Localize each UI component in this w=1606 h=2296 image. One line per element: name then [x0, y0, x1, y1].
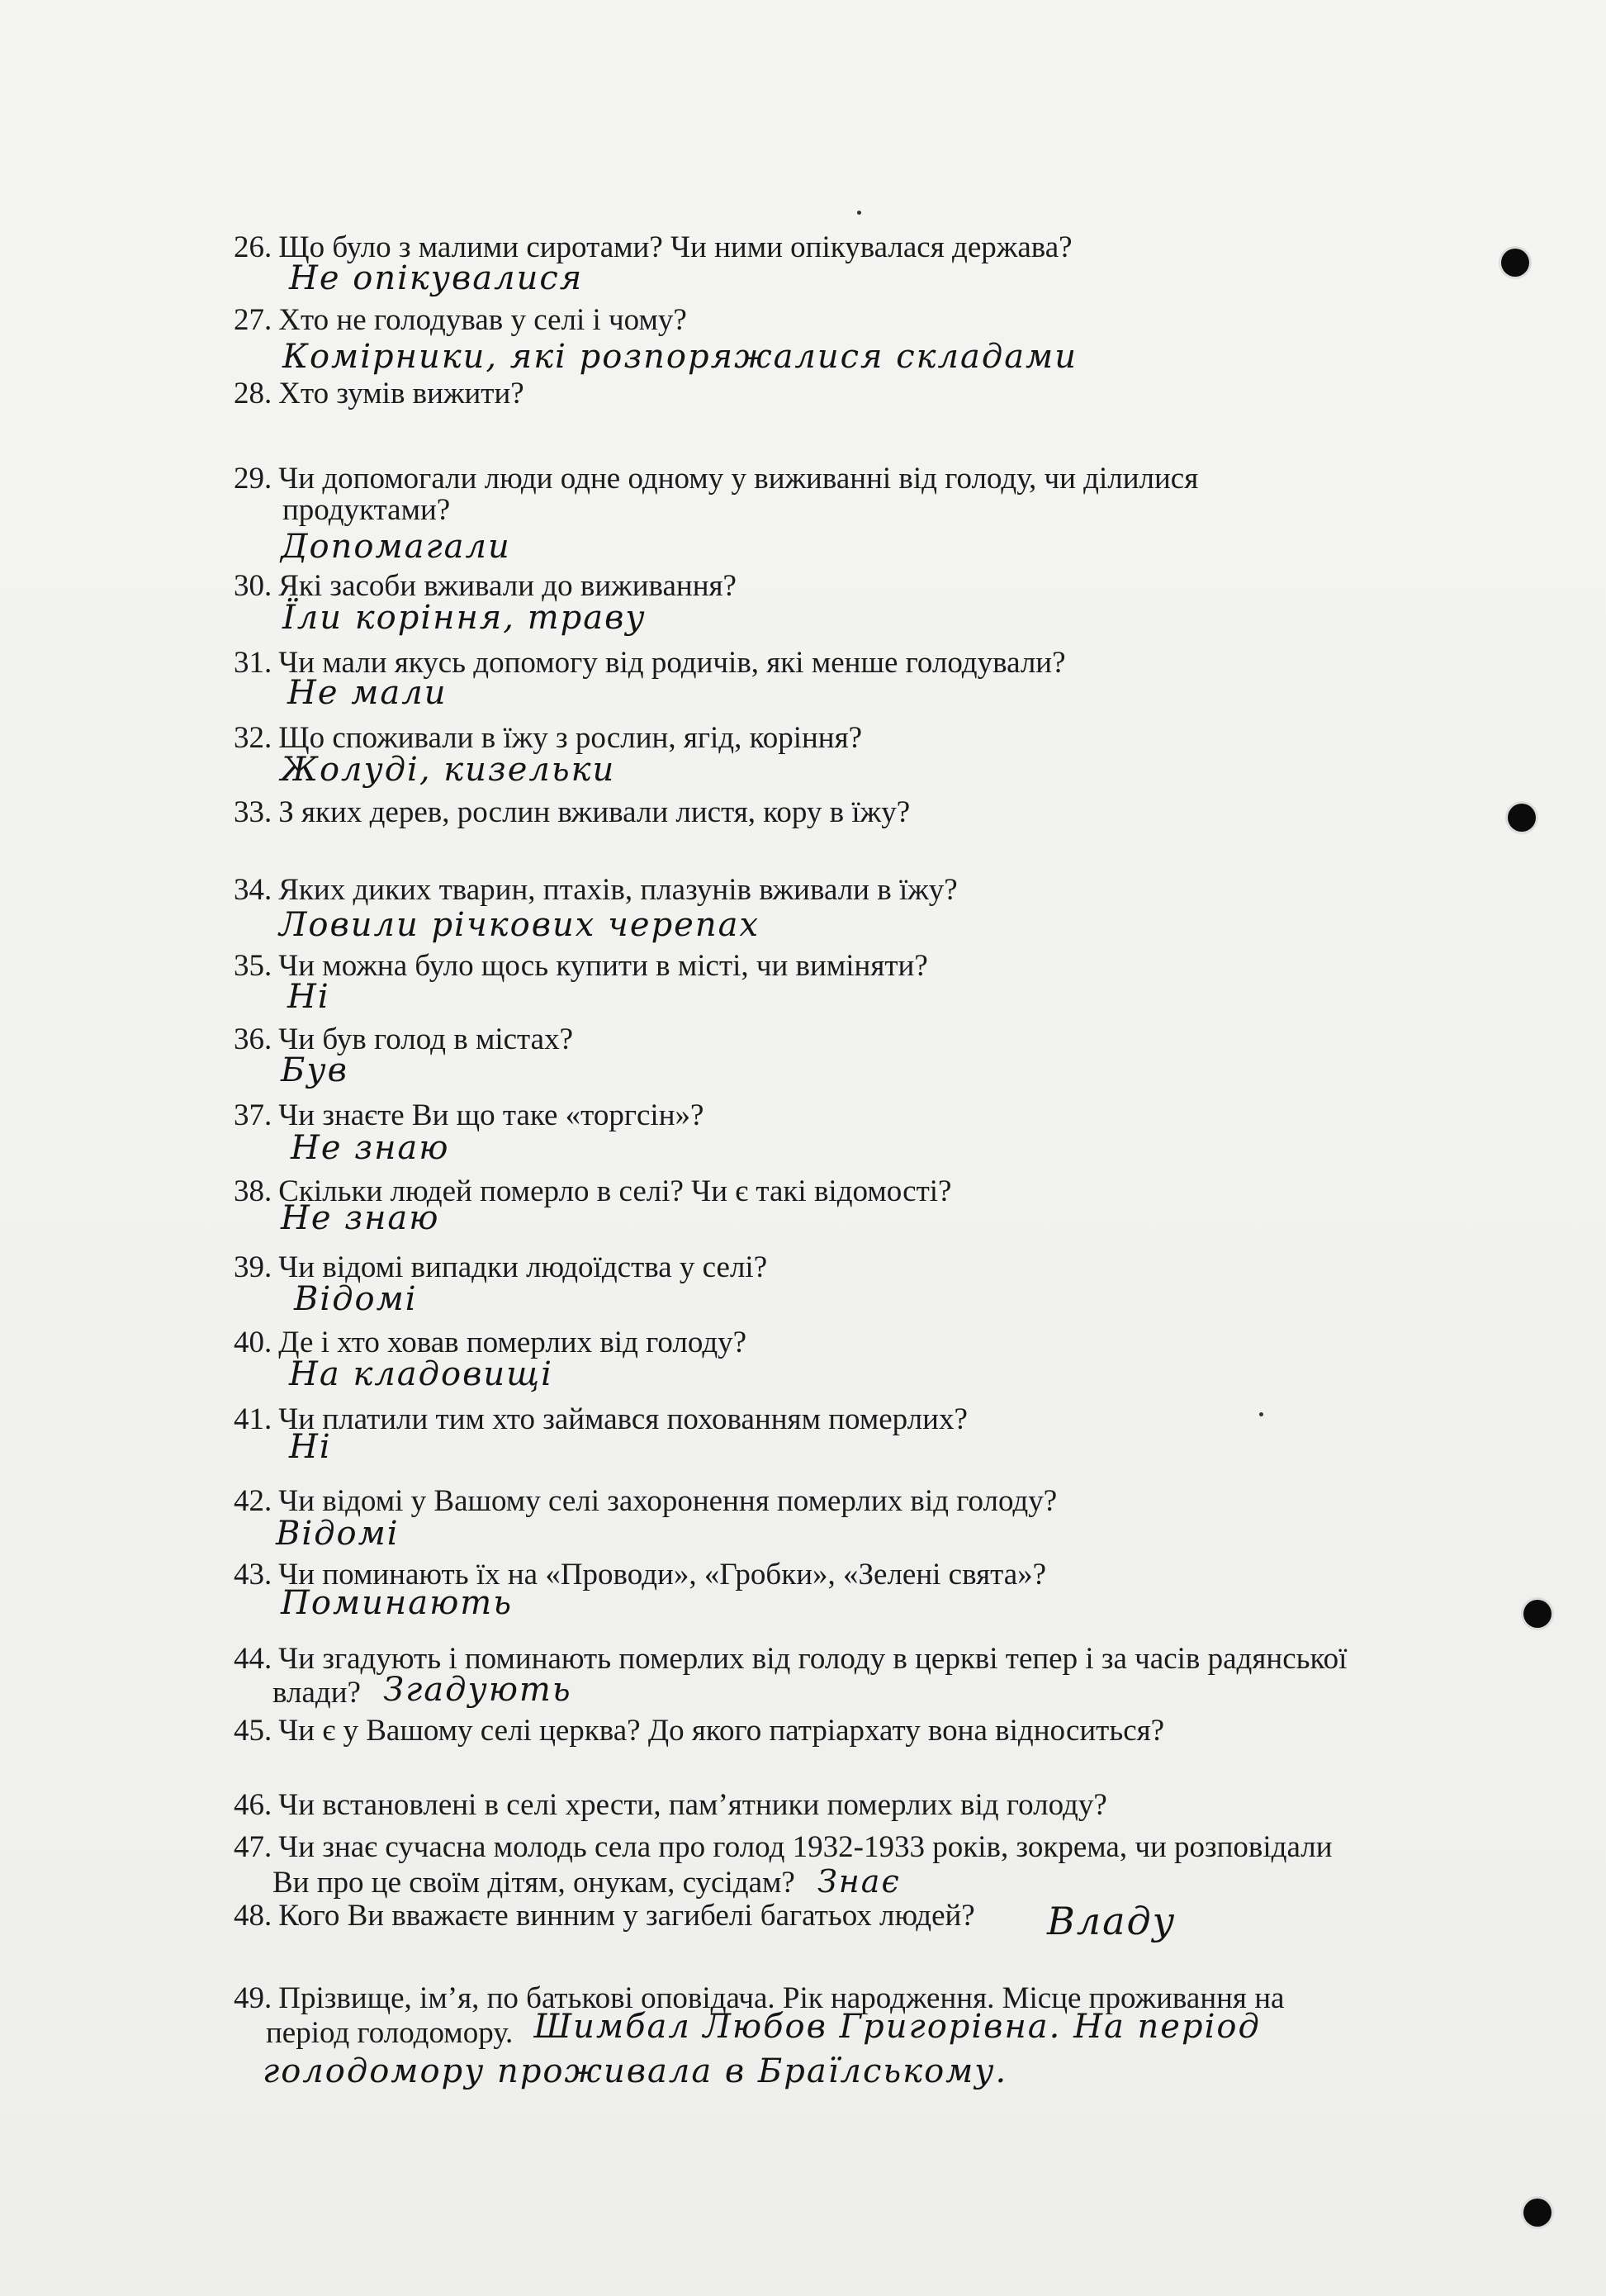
question-27: 27. Хто не голодував у селі і чому? — [234, 303, 687, 337]
question-34: 34. Яких диких тварин, птахів, плазунів вживали в їжу? — [234, 873, 958, 907]
punch-hole — [1501, 249, 1529, 277]
question-33: 33. З яких дерев, рослин вживали листя, кору в їжу? — [234, 795, 911, 829]
question-29-continued: продуктами? — [282, 493, 451, 527]
question-41: 41. Чи платили тим хто займався похованням померлих? — [234, 1402, 968, 1436]
answer-48: Владу — [1047, 1899, 1177, 1943]
answer-39: Відомі — [294, 1280, 418, 1318]
answer-32: Жолуді, кизельки — [281, 751, 616, 789]
question-29: 29. Чи допомогали люди одне одному у виживанні від голоду, чи ділилися — [234, 462, 1199, 496]
answer-26: Не опікувалися — [289, 259, 584, 297]
answer-34: Ловили річкових черепах — [279, 906, 760, 944]
question-32: 32. Що споживали в їжу з рослин, ягід, коріння? — [234, 721, 863, 755]
question-28: 28. Хто зумів вижити? — [234, 377, 524, 410]
question-47: 47. Чи знає сучасна молодь села про голод 1932-1933 років, зокрема, чи розповідали — [234, 1830, 1333, 1864]
punch-hole — [1508, 804, 1536, 832]
punch-hole — [1523, 1600, 1552, 1628]
question-43: 43. Чи поминають їх на «Проводи», «Гробки», «Зелені свята»? — [234, 1558, 1047, 1592]
question-38: 38. Скільки людей померло в селі? Чи є такі відомості? — [234, 1174, 952, 1208]
question-39: 39. Чи відомі випадки людоїдства у селі? — [234, 1250, 768, 1284]
question-35: 35. Чи можна було щось купити в місті, чи виміняти? — [234, 949, 928, 983]
question-45: 45. Чи є у Вашому селі церква? До якого патріархату вона відноситься? — [234, 1714, 1165, 1748]
question-40: 40. Де і хто ховав померлих від голоду? — [234, 1326, 747, 1359]
answer-30: Їли коріння, траву — [282, 599, 647, 637]
answer-36: Був — [281, 1051, 348, 1089]
question-46: 46. Чи встановлені в селі хрести, пам’ятники померлих від голоду? — [234, 1788, 1107, 1822]
question-48: 48. Кого Ви вважаєте винним у загибелі багатьох людей? — [234, 1899, 975, 1933]
answer-37: Не знаю — [291, 1129, 450, 1167]
answer-41: Ні — [289, 1428, 332, 1466]
question-49-continued: період голодомору. Шимбал Любов Григорівна. На період — [266, 2008, 1261, 2050]
answer-47: Знає — [817, 1863, 901, 1900]
answer-44: Згадують — [383, 1671, 572, 1709]
question-44: 44. Чи згадують і поминають померлих від голоду в церкві тепер і за часів радянської — [234, 1642, 1348, 1676]
question-36: 36. Чи був голод в містах? — [234, 1022, 574, 1056]
question-31: 31. Чи мали якусь допомогу від родичів, які менше голодували? — [234, 646, 1066, 680]
answer-35: Ні — [287, 978, 330, 1016]
question-37: 37. Чи знаєте Ви що таке «торгсін»? — [234, 1098, 704, 1132]
question-44-continued: влади? Згадують — [272, 1671, 572, 1710]
question-47-continued: Ви про це своїм дітям, онукам, сусідам? Знає — [272, 1863, 901, 1900]
question-26: 26. Що було з малими сиротами? Чи ними опікувалася держава? — [234, 230, 1073, 264]
answer-49-continued: голодомору проживала в Браїлському. — [263, 2052, 1008, 2090]
question-42: 42. Чи відомі у Вашому селі захоронення померлих від голоду? — [234, 1484, 1058, 1518]
answer-29: Допомагали — [281, 528, 511, 566]
answer-31: Не мали — [287, 674, 448, 712]
answer-38: Не знаю — [281, 1199, 440, 1237]
answer-40: На кладовищі — [289, 1355, 553, 1393]
question-30: 30. Які засоби вживали до виживання? — [234, 569, 737, 603]
punch-hole — [1523, 2199, 1552, 2227]
answer-42: Відомі — [276, 1515, 400, 1553]
answer-43: Поминають — [281, 1584, 514, 1622]
paper-speck — [1259, 1412, 1263, 1416]
answer-27: Комірники, які розпоряжалися складами — [282, 338, 1078, 376]
answer-49: Шимбал Любов Григорівна. На період — [533, 2008, 1261, 2046]
paper-speck — [857, 211, 861, 215]
question-49: 49. Прізвище, ім’я, по батькові оповідача. Рік народження. Місце проживання на — [234, 1981, 1285, 2015]
